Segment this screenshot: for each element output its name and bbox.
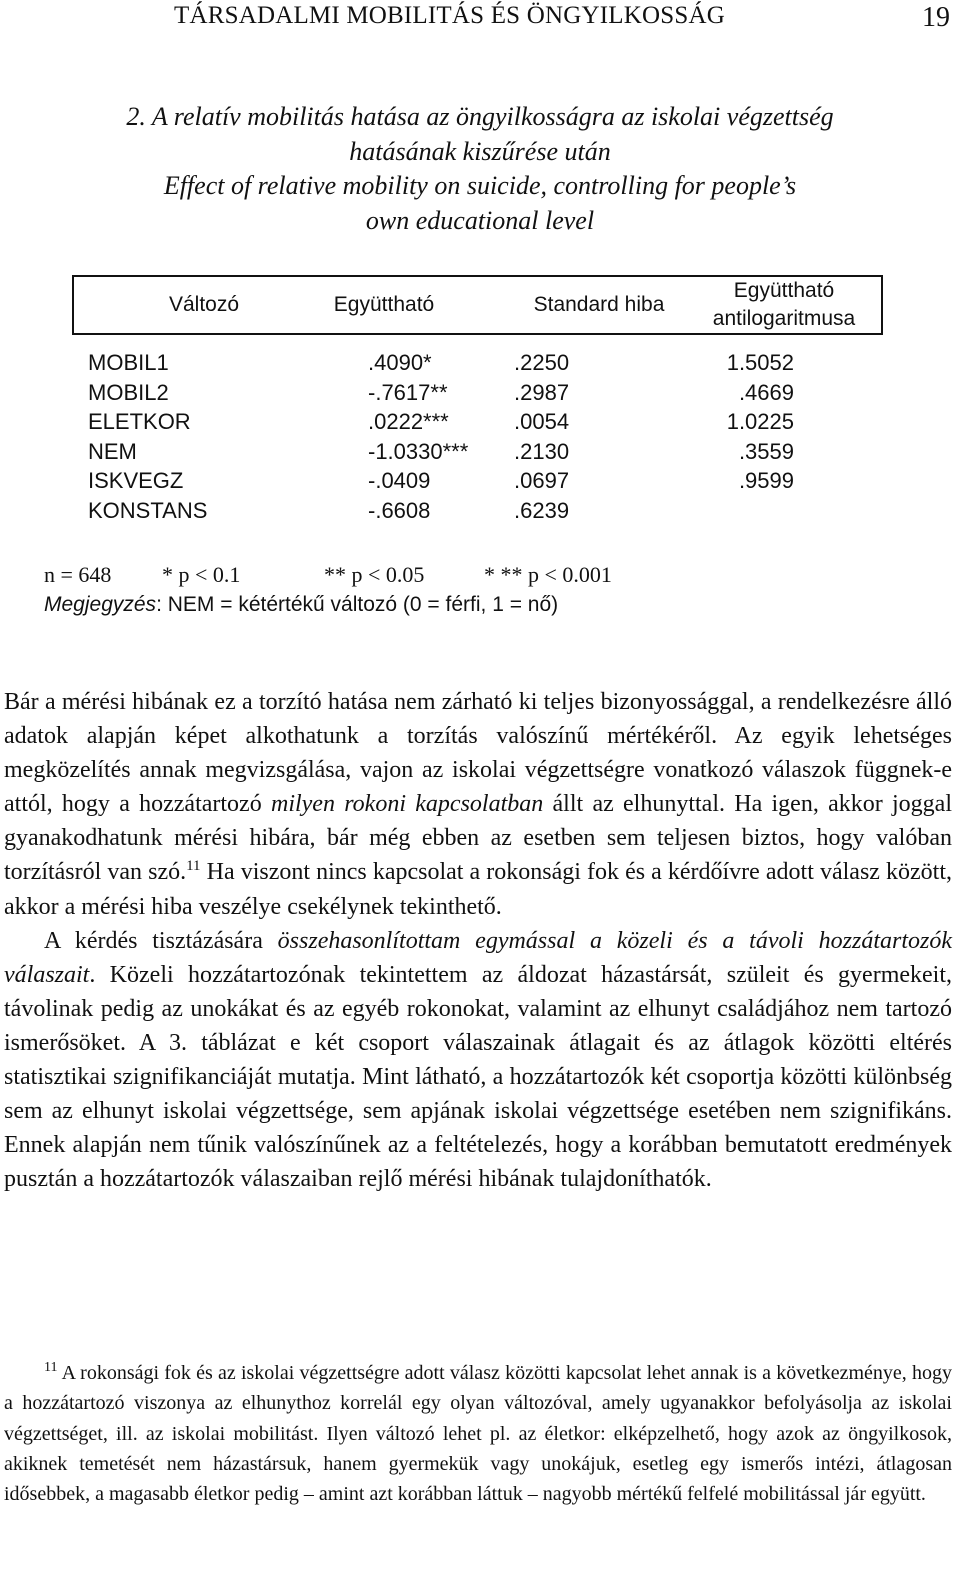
running-header (0, 0, 960, 40)
table-row (0, 468, 960, 498)
cell-coefficient: -1.0330*** (368, 438, 469, 464)
header-coefficient: Együttható (333, 293, 435, 316)
cell-std-error: .6239 (514, 497, 570, 523)
header-antilog (684, 277, 884, 333)
table-row (0, 498, 960, 528)
table-body (0, 350, 960, 527)
table-caption (0, 100, 960, 238)
p1-text-a: Bár a mérési hibának ez a torzító hatása nem zárható ki teljes bizonyossággal, a rendelkezésre álló adatok alapján képet alkothatunk a torzítás valószínű mértékéről. Az egyik lehetséges megközelítés annak megvizsgálása, vajon az iskolai végzettségre vonatkozó válaszok függnek-e attól, hogy a hozzátartozó (4, 689, 952, 818)
cell-antilog: 1.5052 (726, 350, 794, 375)
paragraph-2 (4, 924, 952, 1197)
cell-std-error: .0697 (514, 468, 570, 493)
table-row (0, 350, 960, 380)
significance-legend (44, 560, 924, 590)
p-level-1: * p < 0.1 (162, 562, 241, 587)
header-antilog-line-1: Együttható (733, 279, 835, 302)
sample-size: n = 648 (44, 562, 112, 587)
cell-variable: ISKVEGZ (88, 468, 184, 493)
cell-antilog: .3559 (738, 438, 794, 464)
p1-text-c: Ha viszont nincs kapcsolat a rokonsági fok és a kérdőívre adott válasz között, akkor a mérési hiba veszélye csekélynek tekinthető. (4, 859, 952, 920)
caption-line-3: Effect of relative mobility on suicide, controlling for people’s (163, 171, 797, 200)
p2-emphasis: összehasonlítottam egymással a közeli és a távoli hozzátartozók válaszait (4, 927, 952, 988)
cell-std-error: .2987 (514, 379, 570, 405)
cell-antilog: 1.0225 (726, 409, 794, 434)
cell-coefficient: -.7617** (368, 379, 448, 405)
cell-std-error: .2250 (514, 350, 570, 375)
table-row (0, 409, 960, 439)
cell-coefficient: -.6608 (368, 497, 431, 523)
caption-line-2: hatásának kiszűrése után (349, 136, 611, 166)
caption-line-1: 2. A relatív mobilitás hatása az öngyilkosságra az iskolai végzettség (126, 102, 834, 131)
cell-variable: MOBIL1 (88, 350, 169, 375)
p2-text-a: A kérdés tisztázására (44, 927, 278, 954)
body-text (4, 685, 952, 1196)
table-notes (44, 560, 924, 620)
cell-variable: KONSTANS (88, 497, 208, 523)
header-antilog-line-2: antilogaritmusa (712, 307, 856, 330)
cell-antilog: .9599 (738, 468, 794, 493)
table-row (0, 439, 960, 469)
footnote-text: A rokonsági fok és az iskolai végzettségre adott válasz közötti kapcsolat lehet annak is a következménye, hogy a hozzátartozó viszonya az elhunythoz korrelál egy olyan változóval, amely ugyanakkor befolyásolja az iskolai végzettséget, ill. az iskolai mobilitást. Ilyen változó lehet pl. az életkor: elképzelhető, hogy azok az öngyilkosok, akiknek temetését nem házastársuk, hanem gyermekük vagy unokájuk, esetleg egy ismerős intézi, átlagosan idősebbek, a magasabb életkor pedig – amint azt korábban láttuk – nagyobb mértékű felfelé mobilitással jár együtt. (4, 1362, 952, 1506)
cell-variable: ELETKOR (88, 409, 191, 434)
cell-variable: NEM (88, 438, 137, 464)
p1-text-b: állt az elhunyttal. Ha igen, akkor joggal gyanakodhatunk mérési hibára, bár még ebben az esetben sem teljesen biztos, hogy valóban torzításról van szó. (4, 791, 953, 886)
cell-std-error: .0054 (514, 409, 570, 434)
footnote-ref[interactable]: 11 (186, 858, 201, 875)
remark-label: Megjegyzés (44, 593, 157, 616)
table-header (72, 275, 883, 335)
footnote (4, 1358, 952, 1509)
paragraph-1 (4, 685, 952, 924)
caption-line-4: own educational level (365, 205, 595, 235)
header-variable: Változó (168, 293, 240, 316)
p1-emphasis: milyen rokoni kapcsolatban (270, 791, 544, 818)
table-remark (44, 590, 924, 620)
p-level-3: * ** p < 0.001 (484, 562, 612, 587)
p-level-2: ** p < 0.05 (324, 562, 425, 587)
cell-variable: MOBIL2 (88, 379, 169, 405)
cell-coefficient: -.0409 (368, 468, 431, 493)
cell-coefficient: .0222*** (368, 409, 449, 434)
running-title: TÁRSADALMI MOBILITÁS ÉS ÖNGYILKOSSÁG (174, 2, 725, 29)
p2-text-b: . Közeli hozzátartozónak tekintettem az áldozat házastársát, szüleit és gyermekeit, távolinak pedig az unokákat és az egyéb rokonokat, valamint az elhunyt családjához nem tartozó ismerősöket. A 3. táblázat e két csoport válaszainak átlagait és az átlagok közötti eltérés statisztikai szignifikanciáját mutatja. Mint látható, a hozzátartozók két csoportja közötti különbség sem az elhunyt iskolai végzettsége, sem apjának iskolai végzettsége esetében nem szignifikáns. Ennek alapján nem tűnik valószínűnek az a feltételezés, hogy a korábban bemutatott eredmények pusztán a hozzátartozók válaszaiban rejlő mérési hibának tulajdoníthatók. (4, 961, 952, 1193)
header-std-error: Standard hiba (533, 293, 665, 316)
cell-antilog: .4669 (738, 379, 794, 405)
remark-text: : NEM = kétértékű változó (0 = férfi, 1 = nő) (156, 593, 559, 616)
cell-coefficient: .4090* (368, 350, 432, 375)
cell-std-error: .2130 (514, 438, 570, 464)
table-row (0, 380, 960, 410)
footnote-mark: 11 (44, 1360, 58, 1375)
page-number: 19 (922, 2, 950, 33)
